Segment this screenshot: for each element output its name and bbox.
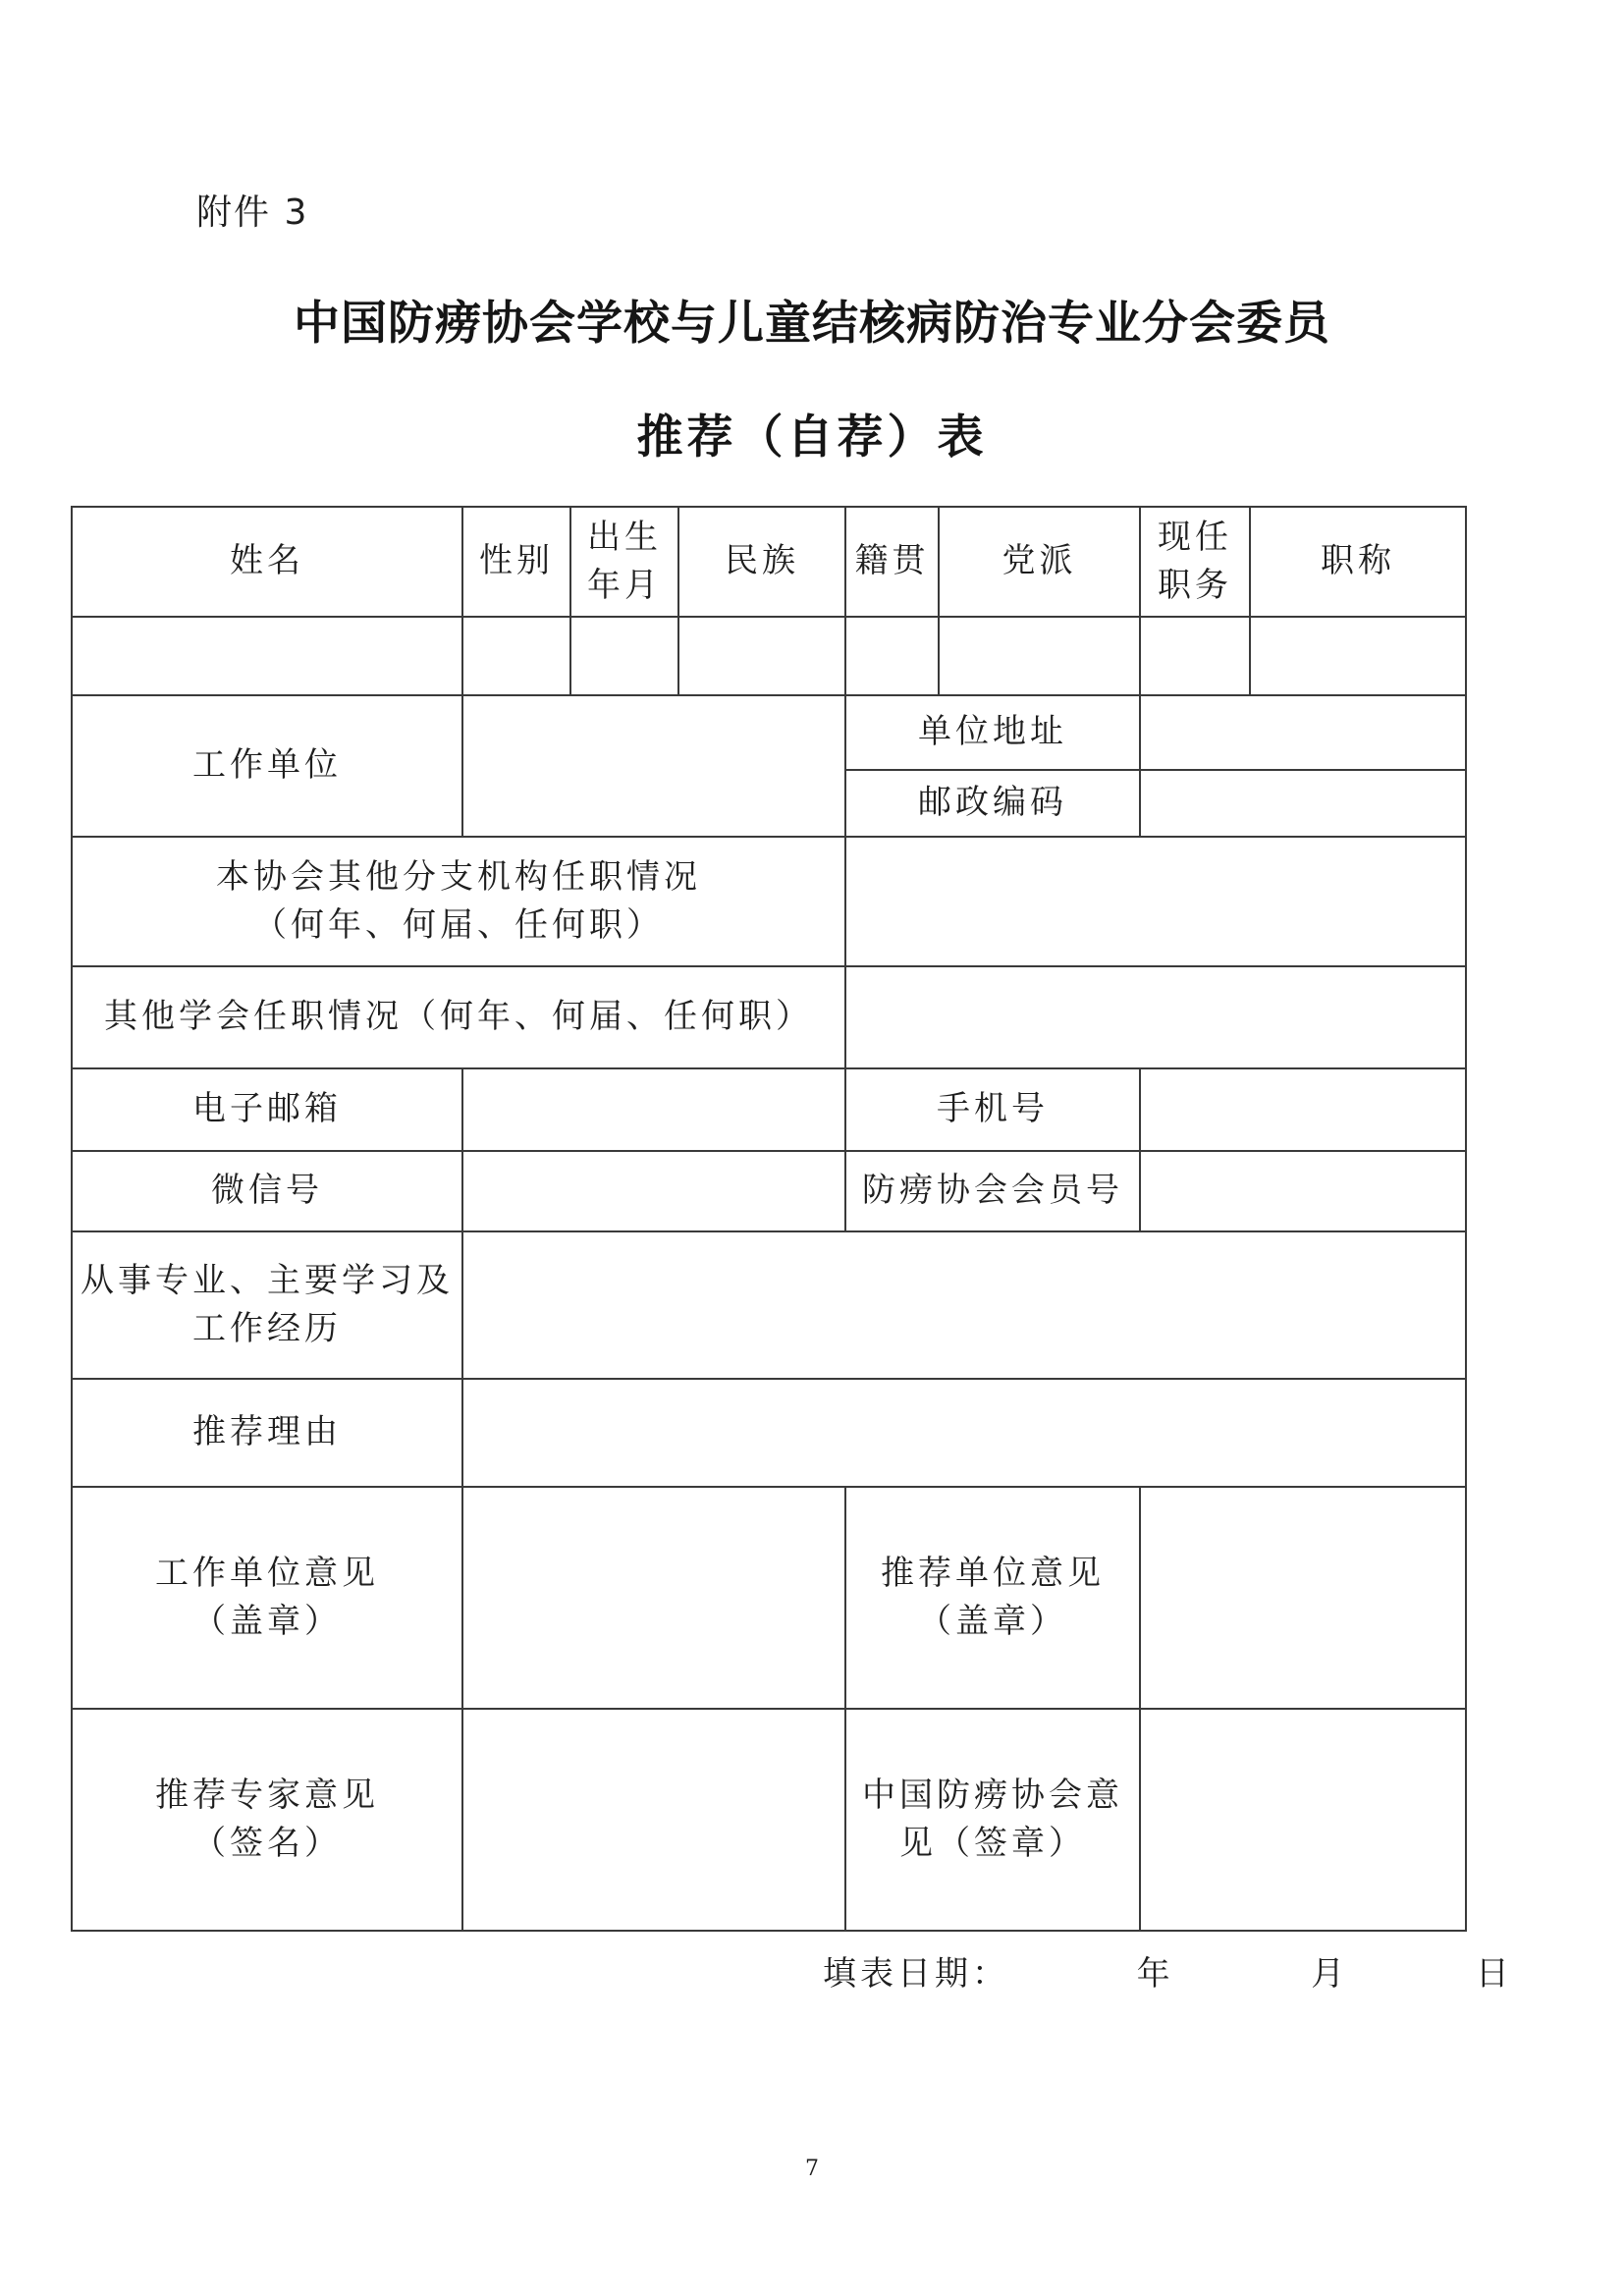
attachment-label: 附件 3 [196, 192, 309, 233]
label-current-position: 现任 职务 [1140, 507, 1250, 617]
label-party: 党派 [939, 507, 1140, 617]
label-unit-address: 单位地址 [845, 695, 1140, 770]
label-postal-code: 邮政编码 [845, 770, 1140, 837]
label-member-number: 防痨协会会员号 [845, 1151, 1140, 1231]
input-association-opinion[interactable] [1140, 1709, 1466, 1931]
label-reason: 推荐理由 [72, 1379, 462, 1487]
label-email: 电子邮箱 [72, 1068, 462, 1151]
input-experience[interactable] [462, 1231, 1466, 1379]
input-work-unit[interactable] [462, 695, 845, 837]
input-name[interactable] [72, 617, 462, 695]
label-other-society-roles: 其他学会任职情况（何年、何届、任何职） [72, 966, 845, 1068]
form-subtitle: 推荐（自荐）表 [636, 410, 988, 465]
input-unit-opinion[interactable] [462, 1487, 845, 1709]
label-ethnicity: 民族 [678, 507, 845, 617]
input-reason[interactable] [462, 1379, 1466, 1487]
page-number: 7 [805, 2157, 819, 2181]
input-member-number[interactable] [1140, 1151, 1466, 1231]
label-wechat: 微信号 [72, 1151, 462, 1231]
fill-date-month: 月 [1311, 1954, 1349, 1994]
fill-date-label: 填表日期： [823, 1954, 1009, 1994]
label-gender: 性别 [462, 507, 570, 617]
label-branch-roles: 本协会其他分支机构任职情况 （何年、何届、任何职） [72, 837, 845, 966]
input-title[interactable] [1250, 617, 1466, 695]
fill-date [823, 1946, 1513, 1995]
label-recommender-unit-opinion: 推荐单位意见 （盖章） [845, 1487, 1140, 1709]
form-title: 中国防痨协会学校与儿童结核病防治专业分会委员 [294, 297, 1330, 351]
label-native-place: 籍贯 [845, 507, 939, 617]
input-branch-roles[interactable] [845, 837, 1466, 966]
input-ethnicity[interactable] [678, 617, 845, 695]
input-native-place[interactable] [845, 617, 939, 695]
input-postal-code[interactable] [1140, 770, 1466, 837]
input-current-position[interactable] [1140, 617, 1250, 695]
input-recommender-unit-opinion[interactable] [1140, 1487, 1466, 1709]
label-mobile: 手机号 [845, 1068, 1140, 1151]
label-association-opinion: 中国防痨协会意 见（签章） [845, 1709, 1140, 1931]
label-title: 职称 [1250, 507, 1466, 617]
fill-date-day: 日 [1475, 1954, 1513, 1994]
input-party[interactable] [939, 617, 1140, 695]
fill-date-year: 年 [1136, 1954, 1174, 1994]
input-unit-address[interactable] [1140, 695, 1466, 770]
recommendation-form-table [71, 506, 1467, 1932]
input-mobile[interactable] [1140, 1068, 1466, 1151]
label-birth: 出生 年月 [570, 507, 678, 617]
input-birth[interactable] [570, 617, 678, 695]
input-other-society-roles[interactable] [845, 966, 1466, 1068]
label-work-unit: 工作单位 [72, 695, 462, 837]
input-email[interactable] [462, 1068, 845, 1151]
label-expert-opinion: 推荐专家意见 （签名） [72, 1709, 462, 1931]
label-name: 姓名 [72, 507, 462, 617]
input-expert-opinion[interactable] [462, 1709, 845, 1931]
label-experience: 从事专业、主要学习及 工作经历 [72, 1231, 462, 1379]
input-wechat[interactable] [462, 1151, 845, 1231]
label-unit-opinion: 工作单位意见 （盖章） [72, 1487, 462, 1709]
input-gender[interactable] [462, 617, 570, 695]
